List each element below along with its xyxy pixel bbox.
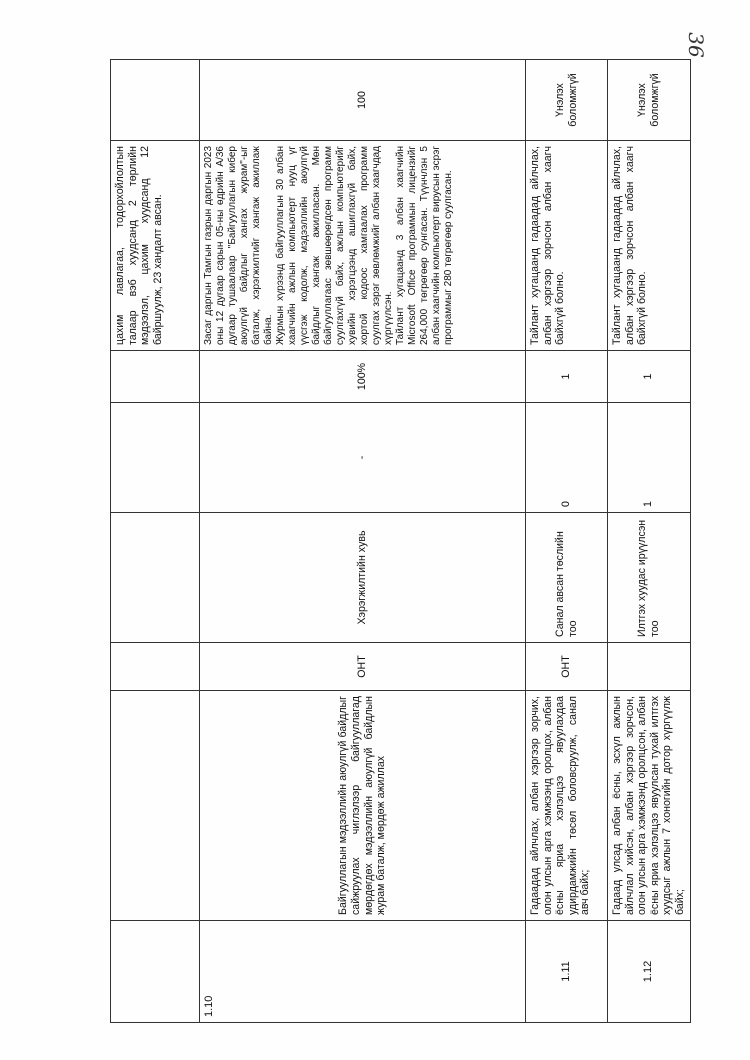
page-number: 36: [684, 32, 708, 58]
type-cell: [608, 643, 691, 691]
table-row: [526, 60, 608, 1023]
row-number: 1.11: [526, 921, 608, 1023]
report-paragraph: Тайлант хугацаанд 3 албан хаагчийн Microsoft Office программын лицензийг 264,000 төгрөгөөр сунгасан. Түүнчлэн 5 албан хаагчийн компьютерт вирусын эсрэг программыг 280 төгрөгөөр суулгасан.: [395, 146, 454, 345]
type-cell: ОНТ: [526, 643, 608, 691]
row-number: 1.12: [608, 921, 691, 1023]
score-cell: Үнэлэх боломжгүй: [526, 60, 608, 141]
report-cell: Тайлант хугацаанд гадаадад айлчлах, албан хэргээр зорчсон албан хаагч байхгүй болно.: [526, 141, 608, 351]
prev-report-text: цахим лавлагаа, тодорхойлолтын талаар вэб хуудсанд 2 төрлийн мэдээлэл, цахим хуудсанд 12 байршуулж, 23 хандалт авсан.: [111, 141, 200, 351]
prev-empty-3: [111, 643, 200, 691]
baseline-cell: 0: [526, 403, 608, 513]
row-number: 1.10: [200, 921, 526, 1023]
prev-empty-8: [111, 60, 200, 141]
report-table: [110, 59, 691, 1023]
prev-empty-5: [111, 403, 200, 513]
baseline-cell: 1: [608, 403, 691, 513]
type-cell: ОНТ: [200, 643, 526, 691]
table-wrapper: [110, 60, 684, 1023]
report-cell: [200, 141, 526, 351]
task-cell: Гадаадад айлчлах, албан хэргээр зорчих, олон улсын арга хэмжээнд оролцох, албан ёсны яриа хэлэлцээ явуулахдаа удирдамжийн төсөл боловсруулж, санал авч байх;: [526, 691, 608, 921]
table-row: [200, 60, 526, 1023]
task-cell: Байгууллагын мэдээллийн аюулгүй байдлыг сайжруулах чиглэлээр байгууллагад мөрдөгдөх мэдээллийн аюулгүй байдлын журам баталж, мөрдөж ажиллах: [200, 691, 526, 921]
table-row-prev: [111, 60, 200, 1023]
report-paragraph: Засаг даргын Тамгын газрын даргын 2023 оны 12 дугаар сарын 05-ны өдрийн А/36 дугаар тушаалаар "Байгууллагын кибер аюулгүй байдлыг хангах журам"-ыг баталж, хэрэгжилтийг хангаж ажиллаж байна.: [203, 146, 274, 345]
indicator-cell: Илтгэх хуудас ирүүлсэн тоо: [608, 513, 691, 643]
prev-empty-4: [111, 513, 200, 643]
indicator-cell: Хэрэгжилтийн хувь: [200, 513, 526, 643]
target-cell: 100%: [200, 351, 526, 403]
prev-empty-6: [111, 351, 200, 403]
score-cell: 100: [200, 60, 526, 141]
indicator-cell: Санал авсан төслийн тоо: [526, 513, 608, 643]
table-row: [608, 60, 691, 1023]
report-paragraph: Журмын хүрээнд байгууллагын 30 албан хаагчийн ажлын компьютерт нууц үг үүсгэж кодолж, мэдээллийн аюулгүй байдлыг хангаж ажилласан. Мөн байгууллагаас зөвшөөрөгдсөн программ суулгахгүй байх, ажлын компьютерийг хувийн хэрэгцээнд ашиглахгүй байх, хортой кодоос хамгаалах программ суулгах зэрэг зөвлөмжийг албан хаагчдад хүргүүлсэн.: [275, 146, 394, 345]
prev-empty-2: [111, 691, 200, 921]
rotated-sheet: [110, 60, 684, 1023]
score-cell: Үнэлэх боломжгүй: [608, 60, 691, 141]
task-cell: Гадаад улсад албан ёсны, эсхүл ажлын айлчлал хийсэн, албан хэргээр зорчсон, олон улсын арга хэмжээнд оролцсон, албан ёсны яриа хэлэлцээ явуулсан тухай илтгэх хуудсыг ажлын 7 хоногийн дотор хүргүүлж байх;: [608, 691, 691, 921]
prev-empty-1: [111, 921, 200, 1023]
target-cell: 1: [608, 351, 691, 403]
target-cell: 1: [526, 351, 608, 403]
report-cell: Тайлант хугацаанд гадаадад айлчлах, албан хэргээр зорчсон албан хаагч байхгүй болно.: [608, 141, 691, 351]
baseline-cell: -: [200, 403, 526, 513]
